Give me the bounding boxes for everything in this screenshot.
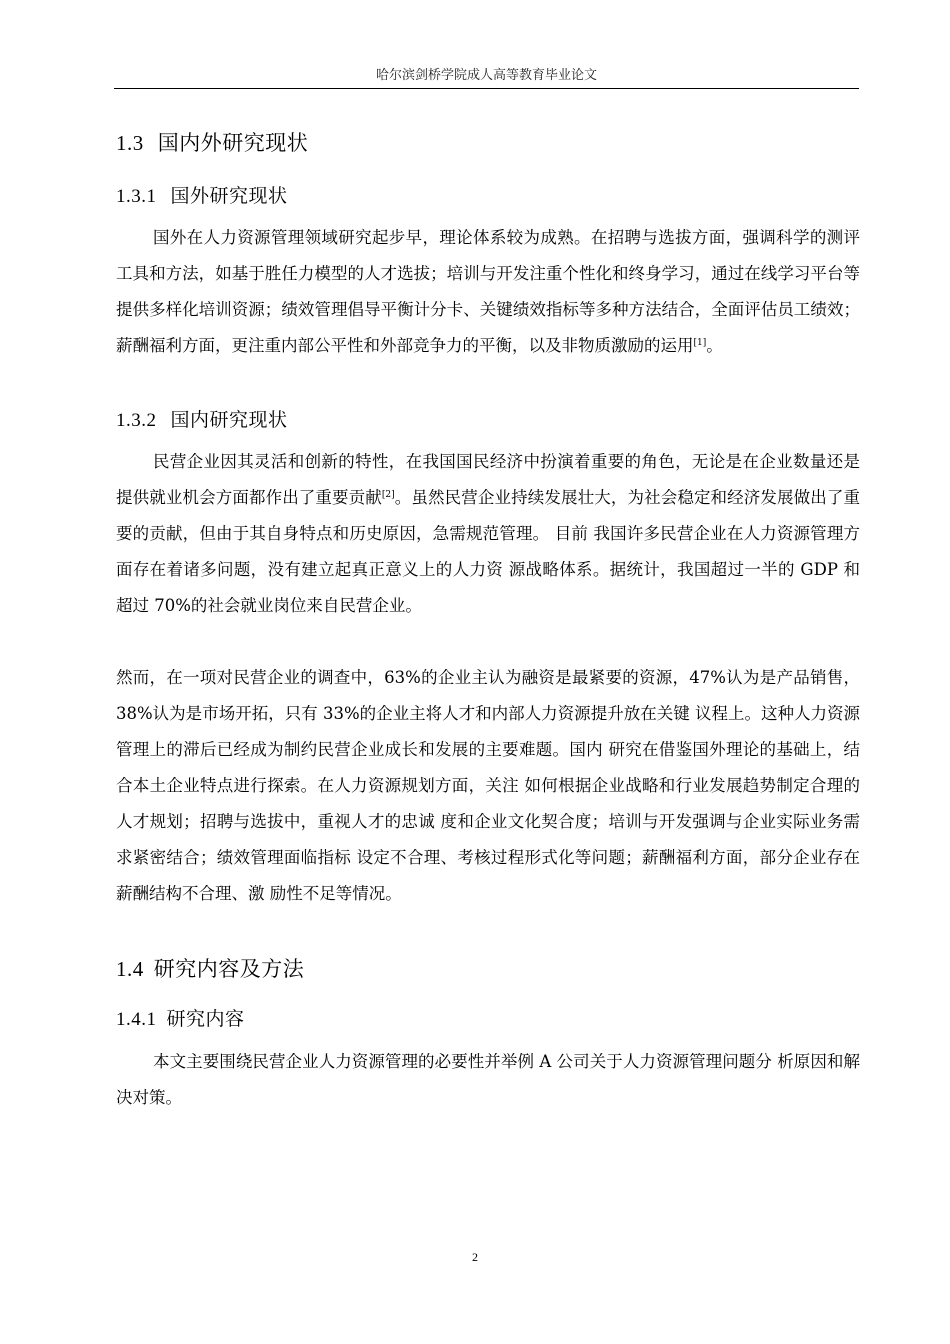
section-1-3-heading [116,127,308,157]
paragraph-text: 然而，在一项对民营企业的调查中，63%的企业主认为融资是最紧要的资源，47%认为是产品销售，38%认为是市场开拓，只有 33%的企业主将人才和内部人力资源提升放在关键 议程上。这种人力资源管理上的滞后已经成为制约民营企业成长和发展的主要难题。国内 研究在借鉴国外理论的基础上，结合本土企业特点进行探索。在人力资源规划方面，关注 如何根据企业战略和行业发展趋势制定合理的人才规划；招聘与选拔中，重视人才的忠诚 度和企业文化契合度；培训与开发强调与企业实际业务需求紧密结合；绩效管理面临指标 设定不合理、考核过程形式化等问题；薪酬福利方面，部分企业存在薪酬结构不合理、激 励性不足等情况。 [116,668,860,903]
section-title: 研究内容及方法 [153,957,305,981]
section-title: 国外研究现状 [170,185,288,207]
section-1-4-heading [116,953,304,983]
running-header: 哈尔滨剑桥学院成人高等教育毕业论文 [375,68,597,83]
section-title: 国内研究现状 [170,409,288,431]
header-rule [114,88,859,89]
section-number: 1.4 [116,957,144,981]
paragraph-text: 民营企业因其灵活和创新的特性，在我国国民经济中扮演着重要的角色，无论是在企业数量还是提供就业机会方面都作出了重要贡献 [116,452,860,507]
section-number: 1.4.1 [116,1009,157,1030]
paragraph-domestic-research [116,444,860,624]
paragraph-text: 国外在人力资源管理领域研究起步早，理论体系较为成熟。在招聘与选拔方面，强调科学的测评工具和方法，如基于胜任力模型的人才选拔；培训与开发注重个性化和终身学习，通过在线学习平台等提供多样化培训资源；绩效管理倡导平衡计分卡、关键绩效指标等多种方法结合，全面评估员工绩效；薪酬福利方面，更注重内部公平性和外部竞争力的平衡，以及非物质激励的运用 [116,228,860,355]
section-1-3-2-heading [116,405,288,432]
page-number: 2 [472,1250,478,1264]
paragraph-research-content [116,1044,860,1116]
paragraph-text: 本文主要围绕民营企业人力资源管理的必要性并举例 A 公司关于人力资源管理问题分 析原因和解决对策。 [116,1052,860,1107]
paragraph-end: 。 [706,336,723,355]
paragraph-foreign-research [116,220,860,364]
section-1-4-1-heading [116,1004,245,1031]
section-title: 研究内容 [166,1008,245,1030]
section-1-3-1-heading [116,181,288,208]
citation-ref: [2] [381,490,395,500]
section-number: 1.3.2 [116,410,157,431]
section-number: 1.3.1 [116,186,157,207]
citation-ref: [1] [693,338,707,348]
paragraph-survey [116,660,860,912]
paragraph-text-continued: 。虽然民营企业持续发展壮大，为社会稳定和经济发展做出了重要的贡献，但由于其自身特点和历史原因，急需规范管理。 目前 我国许多民营企业在人力资源管理方面存在着诸多问题，没有建立起真正意义上的人力资 源战略体系。据统计，我国超过一半的 GDP 和超过 70%的社会就业岗位来自民营企业。 [116,488,861,615]
section-number: 1.3 [116,131,144,155]
section-title: 国内外研究现状 [157,131,309,155]
